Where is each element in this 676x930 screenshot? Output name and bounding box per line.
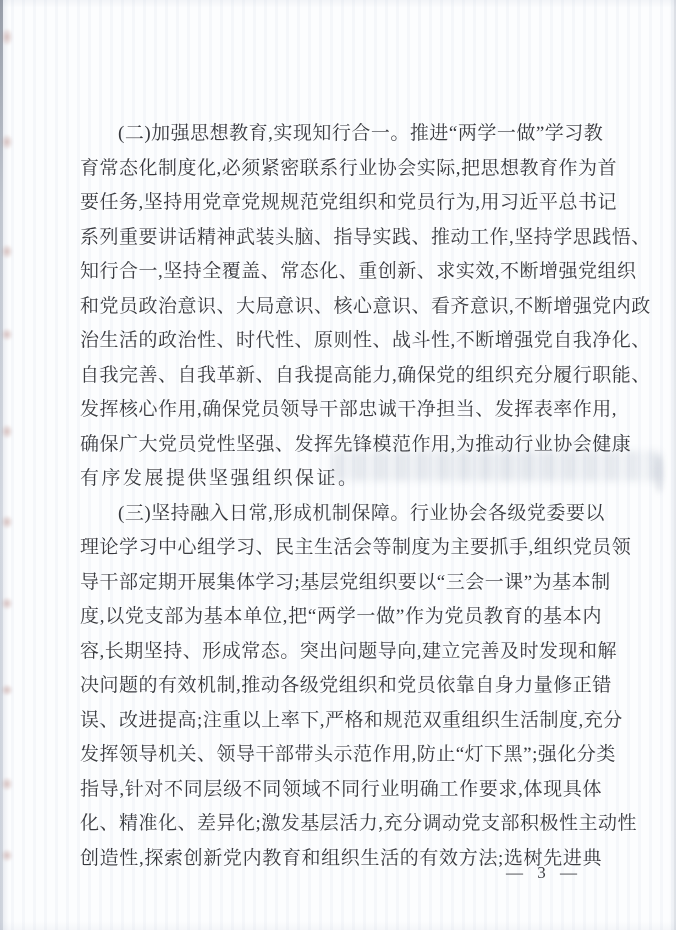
text-line: 和党员政治意识、大局意识、核心意识、看齐意识,不断增强党内政	[80, 295, 651, 317]
text-line: 育常态化制度化,必须紧密联系行业协会实际,把思想教育作为首	[80, 157, 618, 179]
binding-mark	[1, 424, 13, 439]
binding-mark	[1, 244, 13, 259]
binding-mark	[1, 28, 13, 46]
text-line: 导干部定期开展集体学习;基层党组织要以“三会一课”为基本制	[80, 571, 611, 593]
bleed-through-artifact	[655, 455, 663, 493]
paragraph-2-jiaqiang-sixiang-jiaoyu	[80, 117, 651, 497]
text-line: 知行合一,坚持全覆盖、常态化、重创新、求实效,不断增强党组织	[80, 261, 637, 282]
binding-mark	[1, 134, 13, 150]
text-line: 误、改进提高;注重以上率下,严格和规范双重组织生活制度,充分	[80, 709, 623, 731]
text-line: 确保广大党员党性坚强、发挥先锋模范作用,为推动行业协会健康	[80, 433, 632, 455]
text-line: 有序发展提供坚强组织保证。	[80, 468, 360, 489]
binding-mark	[1, 849, 13, 862]
binding-mark	[1, 777, 13, 791]
text-line: 理论学习中心组学习、民主生活会等制度为主要抓手,组织党员领	[80, 537, 632, 558]
text-line: 决问题的有效机制,推动各级党组织和党员依靠自身力量修正错	[80, 675, 612, 696]
text-line: 指导,针对不同层级不同领域不同行业明确工作要求,体现具体	[80, 778, 602, 800]
text-line: (三)坚持融入日常,形成机制保障。行业协会各级党委要以	[118, 502, 605, 524]
text-line: 化、精准化、差异化;激发基层活力,充分调动党支部积极性主动性	[80, 813, 638, 834]
text-line: 要任务,坚持用党章党规规范党组织和党员行为,用习近平总书记	[80, 192, 618, 213]
paragraph-3-jianchi-rongru-richang	[80, 497, 638, 877]
text-line: 发挥核心作用,确保党员领导干部忠诚干净担当、发挥表率作用,	[80, 399, 618, 420]
binding-mark	[1, 597, 13, 610]
document-body	[80, 117, 651, 876]
binding-mark	[1, 684, 13, 696]
page-number: — 3 —	[506, 863, 582, 882]
text-line: 发挥领导机关、领导干部带头示范作用,防止“灯下黑”;强化分类	[80, 744, 616, 765]
text-line: (二)加强思想教育,实现知行合一。推进“两学一做”学习教	[118, 123, 604, 144]
binding-mark	[1, 515, 13, 529]
text-line: 创造性,探索创新党内教育和组织生活的有效方法;选树先进典	[80, 847, 602, 869]
text-line: 系列重要讲话精神武装头脑、指导实践、推动工作,坚持学思践悟、	[80, 226, 651, 248]
text-line: 自我完善、自我革新、自我提高能力,确保党的组织充分履行职能、	[80, 364, 651, 386]
text-line: 容,长期坚持、形成常态。突出问题导向,建立完善及时发现和解	[80, 640, 618, 662]
binding-mark	[1, 328, 13, 341]
text-line: 度,以党支部为基本单位,把“两学一做”作为党员教育的基本内	[80, 606, 602, 627]
text-line: 治生活的政治性、时代性、原则性、战斗性,不断增强党自我净化、	[80, 330, 651, 351]
